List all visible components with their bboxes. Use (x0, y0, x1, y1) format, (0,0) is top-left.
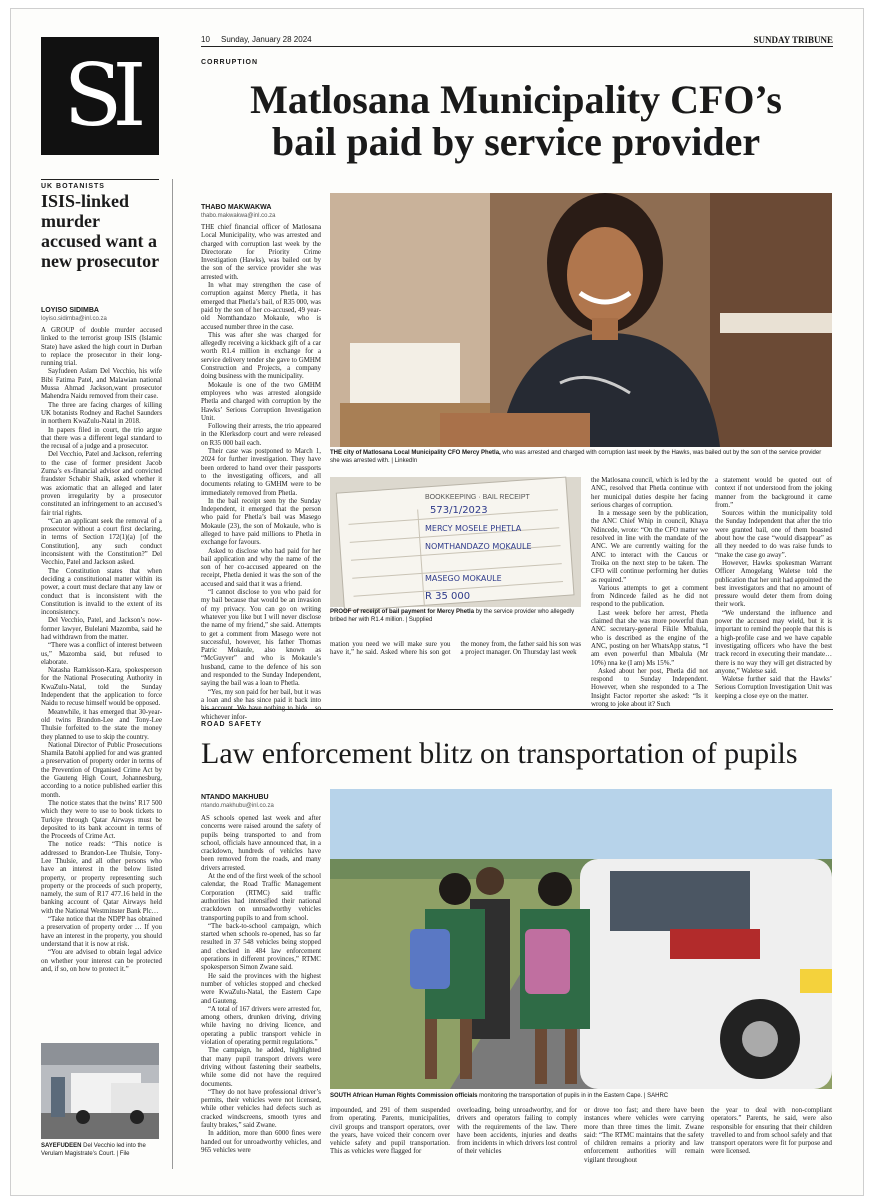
receipt-header: BOOKKEEPING · BAIL RECEIPT (425, 494, 530, 501)
main-col1-paragraph: THE chief financial officer of Matlosana Local Municipality, who was arrested and charged with corruption last week by the Directorate for Priority Crime Investigation (Hawks), was bailed out by the son of the service provider she was arrested with. (201, 224, 321, 281)
main-col4-paragraph: “We understand the influence and power the accused may wield, but it is important to remind the people that this is a high-profile case and we have capable investigating officers who have the best track record in executing their mandate… there is no way they will get distracted by anyone,” Waletse said. (715, 609, 832, 675)
second-col1-paragraph: At the end of the first week of the school calendar, the Road Traffic Management Corporation (RTMC) said traffic authorities had intensified their national crackdown on unroadworthy vehicles transporting pupils to and from school. (201, 873, 321, 922)
main-col4-paragraph: Sources within the municipality told the Sunday Independent that after the trio were granted bail, one of them boasted about how the case “would disappear” as all they needed to do was raise funds to “make the case go away”. (715, 510, 832, 559)
side-paragraphs-paragraph: A GROUP of double murder accused linked to the terrorist group ISIS (Islamic State) have asked the high court in Durban to replace the prosecutor in their long-running trial. (41, 327, 162, 368)
second-bottom-col2: overloading, being unroadworthy, and for drivers and operators failing to comply with the requirements of the law. There have been accidents, injuries and deaths from incidents in which drivers lost control of their vehicles (457, 1107, 577, 1156)
second-col1-paragraph: He said the provinces with the highest number of vehicles stopped and checked were KwaZulu-Natal, the Eastern Cape and Gauteng. (201, 972, 321, 1005)
second-bottom-col3: or drove too fast; and there have been instances where vehicles were carrying more than three times the limit. Zwane said: “The RTMC maintains that the safety of children remains a priority and law enforcement authorities will remain vigilant throughout (584, 1107, 704, 1164)
main-col1-paragraph: Following their arrests, the trio appeared in the Klerksdorp court and were released on R35 000 bail each. (201, 423, 321, 447)
second-rubric: ROAD SAFETY (201, 721, 263, 728)
side-paragraphs-paragraph: Meanwhile, it has emerged that 30-year-old twins Brandon-Lee and Tony-Lee Thulsie forfeited to the state the money they planned to use to skip the country. (41, 708, 162, 741)
main-col1-paragraph: “Yes, my son paid for her bail, but it was a loan and she has since paid it back into whichever infor- (201, 688, 321, 721)
pupils-caption-lead: SOUTH African Human Rights Commission officials (330, 1093, 478, 1099)
main-col3-paragraph: Asked about her post, Phetla did not respond to Sunday Independent. However, when she responded to a The Insight Factor reporter she asked: “Is it wrong to joke about it? Such (591, 667, 708, 709)
cfo-photo (330, 193, 832, 447)
side-paragraphs-paragraph: “Take notice that the NDPP has obtained a preservation of property order … If you have an interest in the property, you should understand that it is now at risk. (41, 916, 162, 948)
main-col1-paragraph: Mokaule is one of the two GMHM employees who was arrested alongside Phetla and charged with corruption by the Hawks’ Serious Corruption Investigation Unit. (201, 381, 321, 422)
bail-receipt-photo (330, 477, 581, 607)
receipt-caption-text: by the service provider who allegedly bribed her with R1.4 million. | Supplied (330, 609, 575, 623)
side-photo (41, 1043, 159, 1139)
main-col4-paragraph: Waletse further said that the Hawks’ Serious Corruption Investigation Unit was keeping a close eye on the matter. (715, 676, 832, 700)
side-paragraphs-paragraph: The notice states that the twins’ R17 500 which they were to use to book tickets to Turkiye through Qatar Airways must be deposited to its bank account in terms of the Proceeds of Crime Act. (41, 799, 162, 841)
side-paragraphs-paragraph: “You are advised to obtain legal advice on whether your interest can be protected and, if so, on how to protect it.” (41, 949, 162, 973)
second-headline: Law enforcement blitz on transportation of pupils (201, 737, 798, 770)
main-col1-paragraph: In the bail receipt seen by the Sunday Independent, it emerged that the person who paid for Phetla’s bail was Masego Mokaule (23), the son of Mokaule, who is alleged to have paid millions to Phetla in exchange for favours. (201, 497, 321, 547)
courthouse-photo-icon (41, 1043, 159, 1139)
main-headline-line2: bail paid by service provider (271, 119, 761, 164)
receipt-document-icon (330, 477, 581, 607)
second-col1-paragraph: AS schools opened last week and after concerns were raised around the safety of pupils being transported to and from school, officials have announced that, in a crackdown, hundreds of vehicles have been removed from the roads, and many drivers arrested. (201, 815, 321, 872)
side-caption-text: Del Vecchio led into the Verulam Magistrate’s Court. | File (41, 1143, 146, 1157)
second-col1-paragraph: In addition, more than 6000 fines were handed out for unroadworthy vehicles, and 965 vehicles were (201, 1130, 321, 1154)
main-col4-paragraph: a statement would be quoted out of context if not understood from the joking manner from the background it came from.” (715, 477, 832, 509)
receipt-caption-lead: PROOF of receipt of bail payment for Mercy Phetla (330, 609, 475, 615)
side-top-rule (41, 179, 159, 180)
issue-date: Sunday, January 28 2024 (221, 35, 312, 44)
side-byline: LOYISO SIDIMBA (41, 307, 99, 314)
main-col1-paragraph: Their case was postponed to March 1, 2024 for further investigation. They have been ordered to hand over their passports to the investigating officers, and all documents relating to GMHM were to be immediately removed from Phetla. (201, 448, 321, 497)
second-bottom-col1: impounded, and 291 of them suspended from operating. Parents, municipalities, civil groups and transport operators, over the years, have voiced their concern over vehicle safety and pupil transportation. This as vehicles were flagged for (330, 1107, 450, 1156)
receipt-number: 573/1/2023 (430, 505, 488, 516)
side-paragraphs-paragraph: “Can an applicant seek the removal of a prosecutor without a court first declaring, in terms of Section 172(1)(a) [of the Constitution], any such conduct inconsistent with the Constitution?” Del Vecchio, Patel and Jackson asked. (41, 517, 162, 567)
pupils-by-car-icon (330, 789, 832, 1089)
main-body-col1 (201, 224, 321, 721)
side-paragraphs-paragraph: The Constitution states that when deciding a constitutional matter within its power, a court must declare that any law or conduct that is inconsistent with the Constitution is invalid to the extent of its inconsistency. (41, 567, 162, 617)
second-col1-paragraph: The campaign, he added, highlighted that many pupil transport drivers were driving without fastening their seatbelts, while some did not have the required documents. (201, 1047, 321, 1088)
side-email: loyiso.sidimba@inl.co.za (41, 316, 107, 322)
page-number: 10 (201, 35, 210, 44)
side-rubric: UK BOTANISTS (41, 183, 105, 190)
main-col1-paragraph: Asked to disclose who had paid for her bail application and why the name of the son of her co-accused appeared on the receipt, Phetla denied it was the son of the accused and said that it was a friend. (201, 547, 321, 588)
main-body-col2-text: mation you need we will make sure you have it,” he said. Asked where his son got the money from, the father said his son was a project manager. On Thursday last week (330, 641, 581, 657)
column-separator (172, 179, 173, 1169)
second-byline: NTANDO MAKHUBU (201, 794, 269, 801)
cfo-caption-text: who was arrested and charged with corruption last week by the Hawks, was bailed out by the son of the service provider she was arrested with. | LinkedIn (330, 450, 822, 464)
main-body-col4 (715, 477, 832, 700)
main-col1-paragraph: “I cannot disclose to you who paid for my bail because that would be an invasion of my privacy. You can go on writing whatever you like but I will never disclose the name of my friend,” she said. Attempts to get a comment from Masego were not successful, however, his father Thomas Patric Mokaule, also known as “McGuyver” and who is Mokaule’s husband, came to the defence of his son and responded to the Sunday Independent, saying the bail was a loan to Phetla. (201, 589, 321, 688)
main-col3-paragraph: Last week before her arrest, Phetla claimed that she was more powerful than ANC secretary-general Fikile Mbalula, who is described as the engine of the ANC, posting on her WhatsApp status, “I am even powerful than Mbalula (Mr 10%) nna ke (I am) Ms 15%.” (591, 609, 708, 667)
main-col3-paragraph: the Matlosana council, which is led by the ANC, resolved that Phetla continue with her municipal duties despite her facing serious charges of corruption. (591, 477, 708, 509)
pupils-photo-caption (330, 1093, 832, 1101)
pupils-caption-text: monitoring the transportation of pupils in in the Eastern Cape. | SAHRC (479, 1093, 669, 1099)
newspaper-page (10, 8, 864, 1196)
main-col4-paragraph: However, Hawks spokesman Warrant Officer Amogelang Waletse told the publication that her unit had appointed the best investigators and that no amount of pressure would deter them from doing their work. (715, 559, 832, 609)
side-paragraphs-paragraph: Sayfudeen Aslam Del Vecchio, his wife Bibi Fatima Patel, and Malawian national Mussa Ahmad Jackson,want prosecutor Mahendra Naidu removed from their case. (41, 368, 162, 401)
second-email: ntando.makhubu@inl.co.za (201, 803, 274, 809)
side-paragraphs-paragraph: Natasha Ramkisson-Kara, spokesperson for the National Prosecuting Authority in KwaZulu-Natal, told the Sunday Independent that the application to force Naidu to recuse himself would be opposed. (41, 667, 162, 708)
main-col3-paragraph: Various attempts to get a comment from Ndincede failed as he did not respond to the publication. (591, 584, 708, 609)
masthead-rule (201, 46, 833, 47)
main-headline-line1: Matlosana Municipality CFO’s (250, 77, 782, 122)
cfo-caption-lead: THE city of Matlosana Local Municipality CFO Mercy Phetla, (330, 450, 501, 456)
second-col1-paragraph: “A total of 167 drivers were arrested for, among others, drunken driving, driving while having no driving licence, and operating a public transport vehicle in violation of operating permit regulations.” (201, 1005, 321, 1047)
second-top-rule (201, 709, 833, 710)
main-col3-paragraph: In a message seen by the publication, the ANC Chief Whip in council, Khaya Ndincede, wrote: “On the CFO matter we resolved in line with the mandate of the ANC. We are currently waiting for the ANC to interact with the Caucus or Troika on the next step to be taken. The CFO will continue performing her duties as required.” (591, 510, 708, 584)
side-paragraphs-paragraph: The three are facing charges of killing UK botanists Rodney and Rachel Saunders in northern KwaZulu-Natal in 2018. (41, 401, 162, 426)
side-paragraphs-paragraph: National Director of Public Prosecutions Shamila Batohi applied for and was granted a preservation of property order in terms of the Prevention of Organised Crime Act by the Gauteng High Court, Johannesburg, according to a notice published earlier this month. (41, 741, 162, 799)
woman-portrait-icon (330, 193, 832, 447)
main-byline: THABO MAKWAKWA (201, 204, 272, 211)
main-col1-paragraph: This was after she was charged for allegedly receiving a kickback gift of a car worth R1.4 million in exchange for a service delivery tender she gave to GMHM Construction and Projects, a company doing business with the municipality. (201, 331, 321, 381)
main-body-col3 (591, 477, 708, 709)
main-email: thabo.makwakwa@inl.co.za (201, 213, 276, 219)
second-col1-paragraph: “The back-to-school campaign, which started when schools re-opened, has so far resulted in 37 548 vehicles being stopped and checked in 484 law enforcement operations in different provinces,” RTMC spokesperson Simon Zwane said. (201, 922, 321, 972)
receipt-caption (330, 609, 581, 624)
receipt-name: MERCY MOSELE PHETLA (425, 524, 522, 533)
side-paragraphs-paragraph: Del Vecchio, Patel, and Jackson’s now-former lawyer, Bulelani Mazomba, said he had withdrawn from the matter. (41, 617, 162, 641)
side-headline: ISIS-linked murder accused want a new prosecutor (41, 191, 160, 271)
main-rubric: CORRUPTION (201, 59, 259, 66)
side-paragraphs-paragraph: “There was a conflict of interest between us,” Mazomba said, but refused to elaborate. (41, 642, 162, 666)
side-paragraphs-paragraph: The notice reads: “This notice is addressed to Brandon-Lee Thulsie, Tony-Lee Thulsie, and all other persons who have an interest in the below listed property, or property representing such property or the proceeds of such property, namely, the sum of R17 477.16 held in the banking account of Qatar Airways held with the National Westminster Bank Plc… (41, 841, 162, 915)
main-body-col2 (330, 641, 581, 693)
cfo-photo-caption (330, 450, 832, 465)
main-headline (191, 79, 841, 163)
second-col1-paragraph: “They do not have professional driver’s permits, their vehicles were not licensed, while other vehicles had defects such as cracked windscreens, smooth tyres and faulty brakes,” said Zwane. (201, 1088, 321, 1129)
logo-text: SI (63, 46, 137, 146)
receipt-address: NOMTHANDAZO MOKAULE (425, 542, 532, 551)
side-paragraphs-paragraph: In papers filed in court, the trio argue that there was a different legal standard to the recusal of a judge and a prosecutor. (41, 426, 162, 451)
pupils-photo (330, 789, 832, 1089)
side-body (41, 327, 162, 1039)
receipt-amount: R 35 000 (425, 591, 471, 602)
main-col1-paragraph: In what may strengthen the case of corruption against Mercy Phetla, it has emerged that Phetla’s bail, of R35 000, was paid by the son of her co-accused, 49 year-old Nomthandazo Mokaule, who is accused number three in the case. (201, 282, 321, 331)
side-paragraphs-paragraph: Del Vecchio, Patel and Jackson, referring to the case of former president Jacob Zuma’s ex-financial advisor and convicted fraudster Schabir Shaik, asked whether it was axiomatic that an alleged and later proven irregularity by a prosecutor constituted an infringement to an accused’s fair trial rights. (41, 451, 162, 517)
section-logo (41, 37, 159, 155)
second-bottom-col4: the year to deal with non-compliant operators.” Parents, he said, were also responsible for ensuring that their children travelled to and from school safely and that transport operators were fit for purpose and were licensed. (711, 1107, 832, 1156)
side-caption-lead: SAYEFUDEEN (41, 1143, 82, 1149)
second-body-col1 (201, 815, 321, 1154)
side-photo-caption (41, 1143, 161, 1158)
receipt-payer: MASEGO MOKAULE (425, 574, 502, 583)
paper-name: SUNDAY TRIBUNE (753, 35, 833, 45)
